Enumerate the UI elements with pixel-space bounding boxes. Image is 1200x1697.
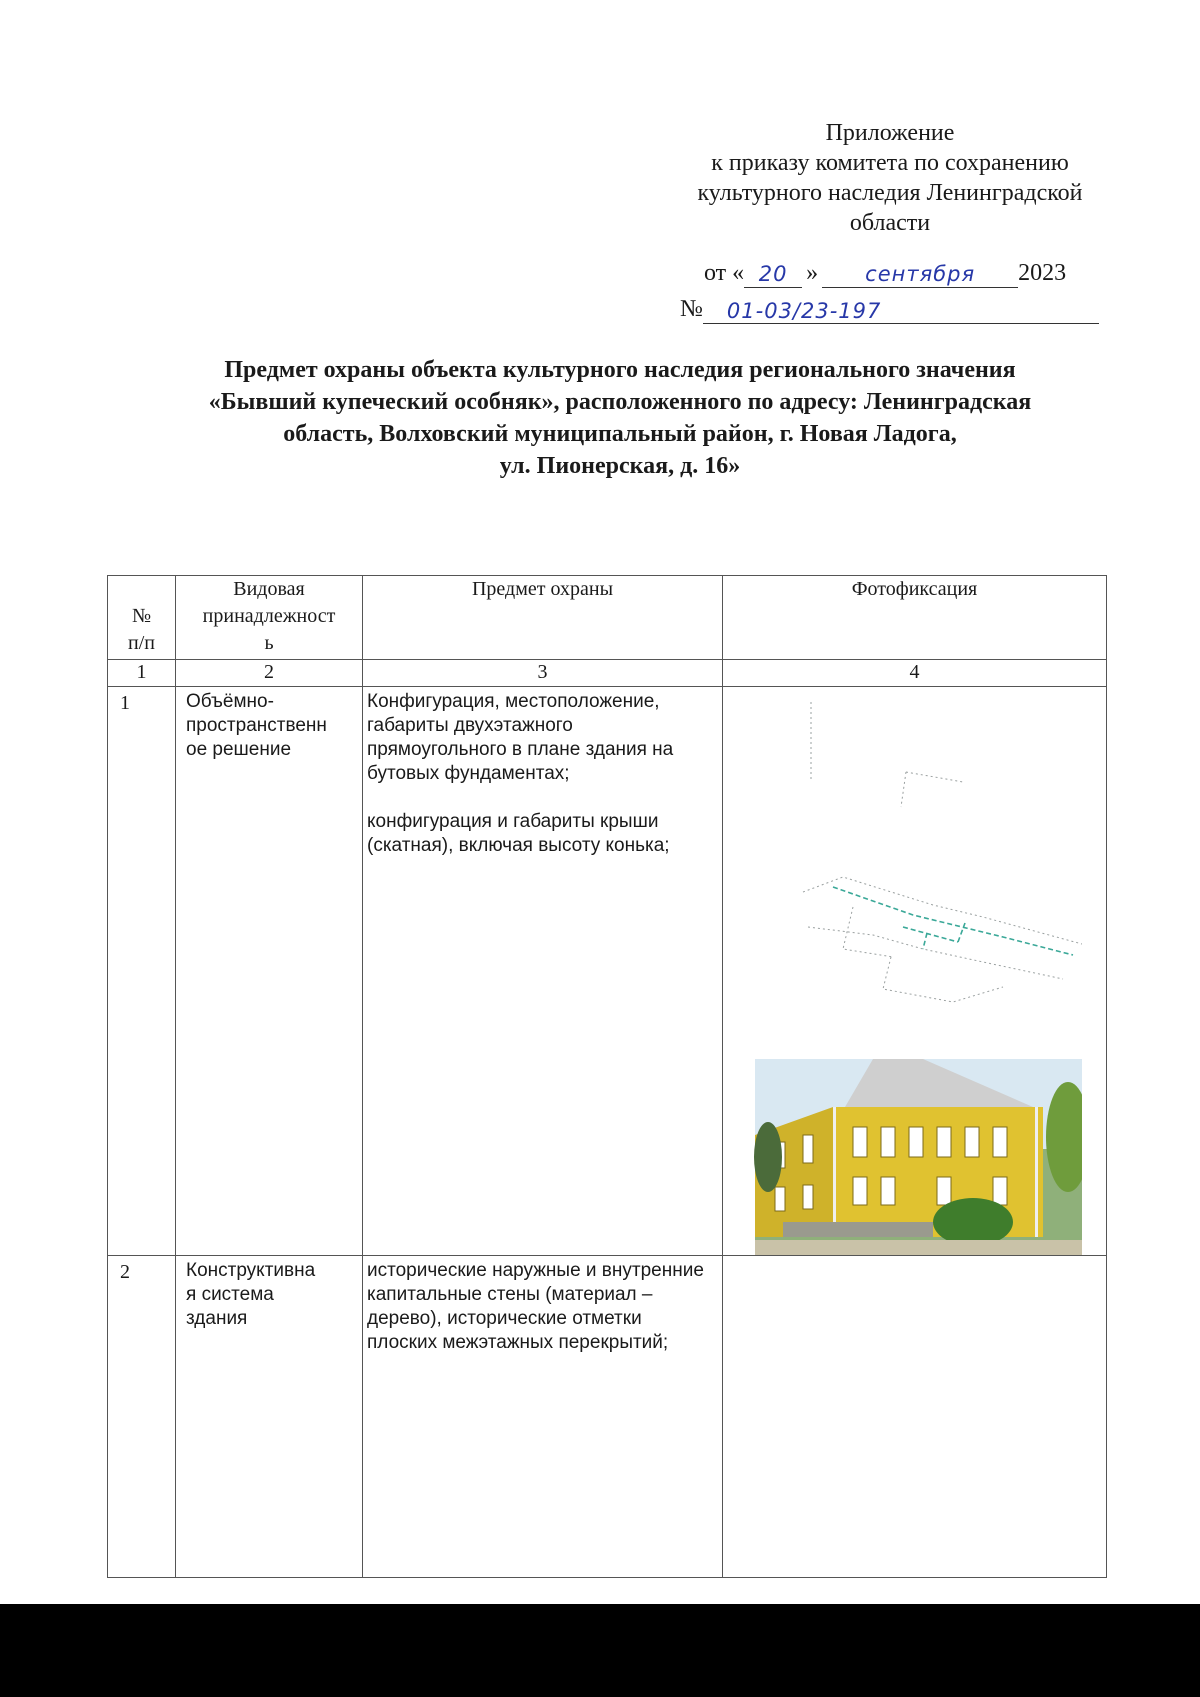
order-date	[704, 258, 1066, 288]
header-num-line-1: №	[131, 605, 152, 627]
row-photo	[723, 687, 1107, 1256]
row-type-line: Объёмно-	[186, 691, 274, 712]
header-num-line-2: п/п	[128, 632, 155, 654]
column-number-row	[108, 660, 1107, 687]
appendix-line-2: культурного наследия Ленинградской	[697, 180, 1083, 206]
protection-table	[107, 575, 1107, 1578]
number-prefix: №	[680, 296, 703, 322]
row-type-line: пространственн	[186, 715, 327, 736]
appendix-title: Приложение	[825, 120, 955, 146]
subject-paragraph: исторические наружные и внутренние капитальные стены (материал – дерево), исторические отметки плоских межэтажных перекрытий;	[367, 1260, 704, 1353]
header-type-line-3: ь	[264, 632, 274, 654]
row-type	[176, 687, 363, 1256]
column-number: 3	[363, 660, 723, 687]
subject-paragraph: Конфигурация, местоположение, габариты двухэтажного прямоугольного в плане здания на бутовых фундаментах;	[367, 691, 674, 784]
table-row	[108, 687, 1107, 1256]
table-header-row	[108, 576, 1107, 660]
row-photo	[723, 1256, 1107, 1578]
date-prefix: от «	[704, 260, 745, 286]
title-line-4: ул. Пионерская, д. 16»	[499, 453, 741, 479]
header-type	[176, 576, 363, 660]
date-mid: »	[806, 260, 819, 286]
row-type-line: здания	[186, 1308, 248, 1329]
title-line-1: Предмет охраны объекта культурного наследия регионального значения	[224, 357, 1016, 383]
row-type-line: я система	[186, 1284, 274, 1305]
appendix-header	[655, 118, 1125, 238]
subject-paragraph: конфигурация и габариты крыши (скатная), включая высоту конька;	[367, 811, 670, 856]
row-number: 1	[108, 687, 176, 1256]
appendix-line-1: к приказу комитета по сохранению	[711, 150, 1069, 176]
row-number: 2	[108, 1256, 176, 1578]
appendix-line-3: области	[849, 210, 931, 236]
header-type-line-1: Видовая	[233, 578, 305, 600]
column-number: 2	[176, 660, 363, 687]
row-type	[176, 1256, 363, 1578]
header-photo: Фотофиксация	[723, 576, 1107, 660]
yellow-mansion-photo	[754, 1059, 1082, 1255]
site-plan-image	[723, 687, 1082, 1255]
row-subject	[363, 687, 723, 1256]
title-line-2: «Бывший купеческий особняк», расположенного по адресу: Ленинградская	[208, 389, 1032, 415]
column-number: 4	[723, 660, 1107, 687]
number-value: 01-03/23-197	[703, 296, 1099, 324]
scan-border	[0, 1604, 1200, 1697]
table-row	[108, 1256, 1107, 1578]
date-year: 2023	[1018, 260, 1067, 286]
row-type-line: ое решение	[186, 739, 292, 760]
document-title	[120, 354, 1120, 482]
order-number	[680, 294, 1099, 324]
header-type-line-2: принадлежност	[202, 605, 336, 627]
row-type-line: Конструктивна	[186, 1260, 316, 1281]
row-subject	[363, 1256, 723, 1578]
header-subject: Предмет охраны	[363, 576, 723, 660]
column-number: 1	[108, 660, 176, 687]
date-month: сентября	[822, 259, 1018, 288]
title-line-3: область, Волховский муниципальный район, г. Новая Ладога,	[283, 421, 957, 447]
header-num	[108, 576, 176, 660]
date-day: 20	[744, 259, 802, 288]
